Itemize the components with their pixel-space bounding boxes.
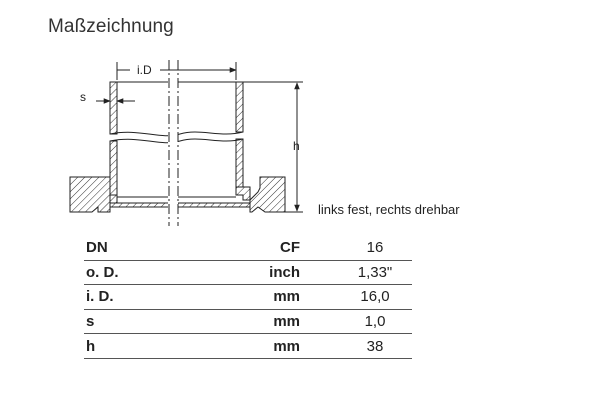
cell-unit: inch xyxy=(206,260,302,285)
cell-unit: mm xyxy=(206,334,302,359)
cell-value: 16,0 xyxy=(302,285,412,310)
table-row xyxy=(84,260,412,285)
page-title: Maßzeichnung xyxy=(48,16,174,37)
cell-value: 38 xyxy=(302,334,412,359)
flange-note: links fest, rechts drehbar xyxy=(318,202,460,217)
cell-value: 16 xyxy=(302,236,412,260)
dimension-s-label: s xyxy=(80,90,86,104)
cell-param: s xyxy=(84,309,206,334)
table-row xyxy=(84,309,412,334)
dimension-id-label: i.D xyxy=(137,63,152,77)
cell-unit: mm xyxy=(206,309,302,334)
cell-value: 1,0 xyxy=(302,309,412,334)
sealing-faces xyxy=(110,197,250,207)
spec-table xyxy=(84,236,412,359)
table-row xyxy=(84,285,412,310)
dimension-h-label: h xyxy=(293,139,300,153)
table-row xyxy=(84,236,412,260)
cell-param: h xyxy=(84,334,206,359)
cell-param: o. D. xyxy=(84,260,206,285)
cell-param: i. D. xyxy=(84,285,206,310)
cell-value: 1,33" xyxy=(302,260,412,285)
table-row xyxy=(84,334,412,359)
cell-param: DN xyxy=(84,236,206,260)
cell-unit: CF xyxy=(206,236,302,260)
cell-unit: mm xyxy=(206,285,302,310)
